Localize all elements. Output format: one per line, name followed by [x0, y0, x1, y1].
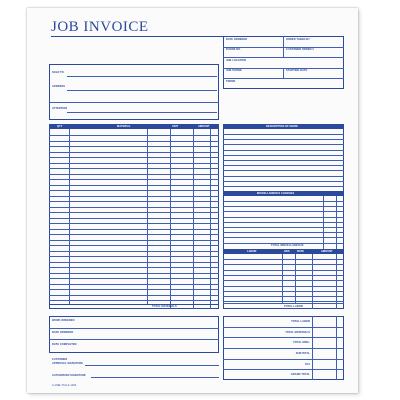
customer-signature-label-1: CUSTOMER [52, 358, 68, 361]
description-row-line [223, 134, 344, 135]
authorized-signature-line [91, 377, 219, 378]
materials-row-line [49, 251, 219, 252]
totals-row-line [223, 337, 344, 338]
description-row-line [223, 150, 344, 151]
materials-col-unit [170, 129, 171, 309]
description-row-line [223, 181, 344, 182]
labor-row-line [223, 291, 344, 292]
order-info-label: ORDER TAKEN BY [286, 37, 310, 41]
qty-header: QTY [57, 125, 63, 128]
customer-line-1 [67, 76, 217, 77]
form-number: A-ONE-TCH-F-1234 [52, 384, 77, 387]
description-header: DESCRIPTION OF WORK [266, 125, 298, 128]
labor-row-line [223, 286, 344, 287]
misc-row-line [223, 217, 344, 218]
invoice-form [27, 8, 358, 393]
order-info-line [223, 78, 344, 79]
totals-row-line [223, 369, 344, 370]
materials-row-line [49, 179, 219, 180]
description-row-line [223, 160, 344, 161]
materials-row-line [49, 229, 219, 230]
unit-header: UNIT [172, 125, 179, 128]
materials-row-line [49, 218, 219, 219]
order-info-label: DATE ORDERED [226, 37, 248, 41]
misc-header-bar [223, 191, 344, 196]
totals-label: SUBTOTAL [295, 351, 310, 355]
materials-col-amount [193, 129, 194, 309]
materials-row-line [49, 190, 219, 191]
totals-label: TOTAL LABOR [291, 319, 310, 323]
labor-header: LABOR [247, 250, 257, 253]
materials-col-cents [210, 129, 211, 309]
date-ordered-line [49, 339, 219, 340]
description-row-line [223, 155, 344, 156]
authorized-signature-label: AUTHORIZED SIGNATURE [52, 374, 86, 377]
address-label: ADDRESS [52, 85, 66, 88]
total-labor-label: TOTAL LABOR [284, 305, 303, 308]
materials-total-line [49, 304, 219, 305]
materials-row-line [49, 240, 219, 241]
labor-col-cents [336, 254, 337, 309]
order-info-label: TERMS [226, 79, 236, 83]
materials-row-line [49, 157, 219, 158]
labor-row-line [223, 280, 344, 281]
materials-row-line [49, 196, 219, 197]
materials-row-line [49, 273, 219, 274]
hrs-header: HRS [284, 250, 290, 253]
labor-row-line [223, 264, 344, 265]
labor-row-line [223, 296, 344, 297]
misc-row-line [223, 206, 344, 207]
labor-amount-header: AMOUNT [321, 250, 333, 253]
materials-row-line [49, 207, 219, 208]
totals-col-cents [336, 316, 337, 380]
misc-row-line [223, 201, 344, 202]
work-ordered-label: WORK ORDERED [52, 319, 75, 322]
materials-row-line [49, 256, 219, 257]
customer-line-2 [67, 90, 217, 91]
description-row-line [223, 165, 344, 166]
materials-row-line [49, 141, 219, 142]
materials-row-line [49, 146, 219, 147]
materials-row-line [49, 212, 219, 213]
materials-row-line [49, 234, 219, 235]
misc-row-line [223, 222, 344, 223]
materials-row-line [49, 300, 219, 301]
materials-row-line [49, 185, 219, 186]
materials-row-line [49, 289, 219, 290]
labor-header-bar [223, 249, 344, 254]
totals-row-line [223, 359, 344, 360]
total-materials-label: TOTAL MATERIALS [152, 305, 177, 308]
materials-row-line [49, 267, 219, 268]
amount-header: AMOUNT [198, 125, 210, 128]
materials-row-line [49, 245, 219, 246]
labor-total-line [223, 303, 344, 304]
work-ordered-line [49, 328, 219, 329]
customer-signature-label-2: APPROVAL SIGNATURE [52, 362, 83, 365]
labor-col-hrs [282, 254, 283, 303]
materials-row-line [49, 278, 219, 279]
date-ordered-label: DATE ORDERED [52, 331, 74, 334]
misc-header: MISCELLANEOUS CHARGES [257, 192, 295, 195]
title-rule [51, 36, 241, 37]
customer-line-4 [67, 112, 217, 113]
misc-row-line [223, 211, 344, 212]
total-misc-label: TOTAL MISCELLANEOUS [271, 244, 304, 247]
order-info-divider [283, 36, 284, 47]
totals-label: GRAND TOTAL [290, 373, 310, 377]
attention-label: ATTENTION [52, 107, 68, 110]
customer-line-3 [49, 102, 219, 103]
totals-label: TOTAL MISC. [293, 341, 310, 345]
materials-row-line [49, 174, 219, 175]
misc-row-line [223, 237, 344, 238]
materials-row-line [49, 295, 219, 296]
material-header: MATERIAL [117, 125, 131, 128]
order-info-label: PHONE NO. [226, 48, 242, 52]
description-row-line [223, 186, 344, 187]
totals-col-amount [312, 316, 313, 380]
sold-to-label: SOLD TO [52, 71, 64, 74]
form-title: JOB INVOICE [51, 19, 149, 35]
order-info-divider [283, 47, 284, 58]
misc-col-cents [336, 196, 337, 249]
date-completed-label: DATE COMPLETED [52, 343, 77, 346]
materials-row-line [49, 223, 219, 224]
description-row-line [223, 139, 344, 140]
materials-row-line [49, 135, 219, 136]
totals-row-line [223, 327, 344, 328]
order-info-divider [283, 68, 284, 79]
materials-row-line [49, 152, 219, 153]
description-row-line [223, 176, 344, 177]
materials-row-line [49, 163, 219, 164]
materials-row-line [49, 262, 219, 263]
order-info-label: CUSTOMER ORDER # [286, 48, 314, 52]
labor-row-line [223, 275, 344, 276]
misc-col-amount [323, 196, 324, 249]
totals-label: TOTAL MATERIALS [285, 330, 310, 334]
materials-row-line [49, 201, 219, 202]
customer-signature-line [85, 365, 219, 366]
order-info-label: JOB LOCATION [226, 58, 247, 62]
labor-col-amount [312, 254, 313, 309]
description-row-line [223, 170, 344, 171]
description-row-line [223, 144, 344, 145]
rate-header: RATE [297, 250, 305, 253]
labor-row-line [223, 270, 344, 271]
misc-row-line [223, 232, 344, 233]
labor-row-line [223, 259, 344, 260]
totals-row-line [223, 348, 344, 349]
misc-row-line [223, 227, 344, 228]
order-info-label: STARTING DATE [286, 69, 308, 73]
order-info-label: JOB PHONE [226, 69, 242, 73]
labor-col-rate [295, 254, 296, 303]
materials-row-line [49, 168, 219, 169]
description-header-bar [223, 124, 344, 129]
totals-label: TAX [304, 362, 310, 366]
materials-row-line [49, 284, 219, 285]
